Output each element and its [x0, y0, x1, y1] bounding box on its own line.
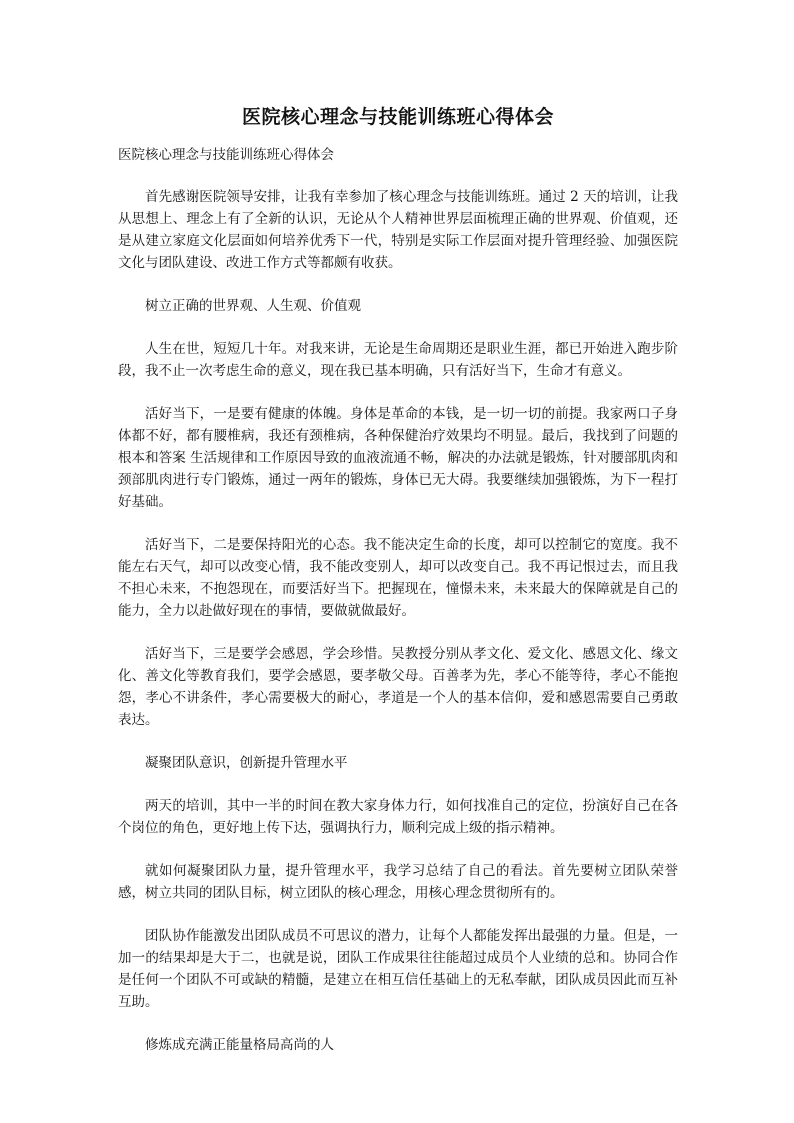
paragraph: 就如何凝聚团队力量，提升管理水平，我学习总结了自己的看法。首先要树立团队荣誉感，树立共同的团队目标，树立团队的核心理念，用核心理念贯彻所有的。: [118, 863, 678, 901]
section-heading: 凝聚团队意识，创新提升管理水平: [145, 755, 348, 771]
paragraph: 两天的培训，其中一半的时间在教大家身体力行，如何找准自己的定位，扮演好自己在各个岗位的角色，更好地上传下达，强调执行力，顺利完成上级的指示精神。: [118, 798, 678, 836]
document-page: [118, 104, 678, 1077]
paragraph: 活好当下，二是要保持阳光的心态。我不能决定生命的长度，却可以控制它的宽度。我不能左右天气，却可以改变心情，我不能改变别人，却可以改变自己。我不再记恨过去，而且我不担心未来，不抱怨现在，而要活好当下。把握现在，憧憬未来，未来最大的保障就是自己的能力，全力以赴做好现在的事情，要做就做最好。: [118, 537, 678, 619]
paragraph: 活好当下，三是要学会感恩，学会珍惜。吴教授分别从孝文化、爱文化、感恩文化、缘文化、善文化等教育我们，要学会感恩，要孝敬父母。百善孝为先，孝心不能等待，孝心不能抱怨，孝心不讲条件，孝心需要极大的耐心，孝道是一个人的基本信仰，爱和感恩需要自己勇敢表达。: [118, 646, 678, 728]
paragraph: 团队协作能激发出团队成员不可思议的潜力，让每个人都能发挥出最强的力量。但是，一加一的结果却是大于二，也就是说，团队工作成果往往能超过成员个人业绩的总和。协同合作是任何一个团队不可或缺的精髓，是建立在相互信任基础上的无私奉献，团队成员因此而互补互助。: [118, 928, 678, 1010]
document-subtitle: 医院核心理念与技能训练班心得体会: [118, 147, 334, 163]
paragraph: 人生在世，短短几十年。对我来讲，无论是生命周期还是职业生涯，都已开始进入跑步阶段，我不止一次考虑生命的意义，现在我已基本明确，只有活好当下，生命才有意义。: [118, 341, 678, 379]
document-title: 医院核心理念与技能训练班心得体会: [241, 106, 554, 128]
section-heading: 树立正确的世界观、人生观、价值观: [145, 298, 361, 314]
section-heading: 修炼成充满正能量格局高尚的人: [145, 1037, 334, 1053]
paragraph: 活好当下，一是要有健康的体魄。身体是革命的本钱，是一切一切的前提。我家两口子身体都不好，都有腰椎病，我还有颈椎病，各种保健治疗效果均不明显。最后，我找到了问题的根本和答案 生活规律和工作原因导致的血液流通不畅，解决的办法就是锻炼，针对腰部肌肉和颈部肌肉进行专门锻炼，通过一两年的锻炼，身体已无大碍。我要继续加强锻炼，为下一程打好基础。: [118, 406, 678, 510]
paragraph: 首先感谢医院领导安排，让我有幸参加了核心理念与技能训练班。通过 2 天的培训，让我从思想上、理念上有了全新的认识，无论从个人精神世界层面梳理正确的世界观、价值观，还是从建立家庭文化层面如何培养优秀下一代，特别是实际工作层面对提升管理经验、加强医院文化与团队建设、改进工作方式等都颇有收获。: [118, 189, 678, 271]
